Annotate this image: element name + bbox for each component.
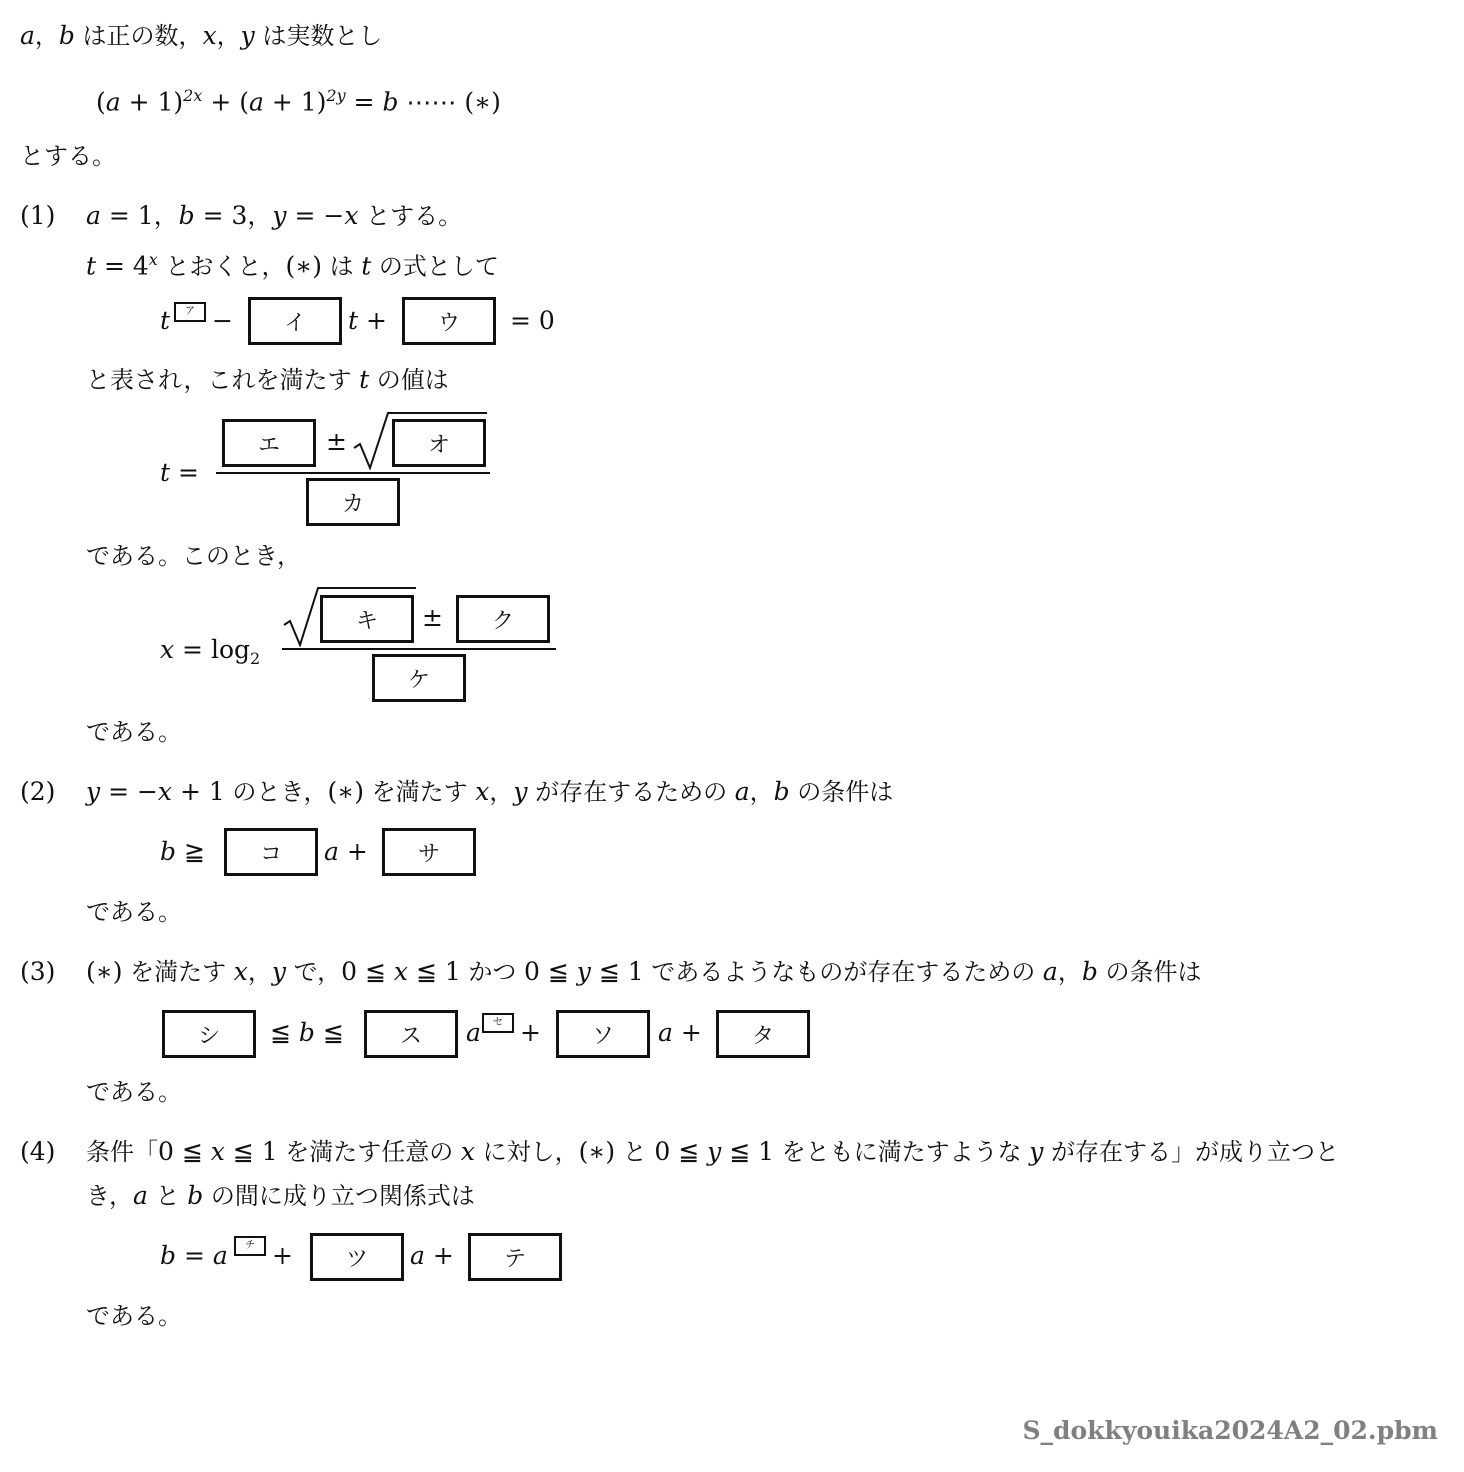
answer-box-so[interactable]: ソ <box>556 1010 650 1058</box>
problem-2-after: である。 <box>86 898 182 926</box>
answer-box-i[interactable]: イ <box>248 297 342 345</box>
problem-4-text-2: き，a と b の間に成り立つ関係式は <box>86 1181 475 1210</box>
p4-plus-1: + <box>272 1241 293 1270</box>
eq1-t: t <box>160 306 171 335</box>
answer-box-se[interactable]: セ <box>482 1013 514 1033</box>
answer-box-ka[interactable]: カ <box>306 478 400 526</box>
answer-box-ku[interactable]: ク <box>456 595 550 643</box>
p3-a-plus: a + <box>658 1018 702 1047</box>
answer-box-te[interactable]: テ <box>468 1233 562 1281</box>
problem-4-after: である。 <box>86 1302 182 1330</box>
answer-box-su[interactable]: ス <box>364 1010 458 1058</box>
intro-equation: $(a + 1)^{2x} + (a + 1)^{2y} = b$ ⋯⋯ (∗) <box>96 86 501 117</box>
p2-a-plus: a + <box>324 837 368 866</box>
problem-2-number: (2) <box>20 777 56 806</box>
problem-1-condition: a = 1，b = 3，y = −x とする。 <box>86 201 463 230</box>
problem-2-text: y = −x + 1 のとき，(∗) を満たす x，y が存在するための a，b の条件は <box>86 777 894 806</box>
problem-1-after-x: である。 <box>86 718 182 746</box>
problem-3-after: である。 <box>86 1078 182 1106</box>
p2-b-geq: b ≧ <box>160 837 205 866</box>
answer-box-tsu[interactable]: ツ <box>310 1233 404 1281</box>
answer-box-ko[interactable]: コ <box>224 828 318 876</box>
problem-1-after-t: である。このとき， <box>86 542 302 570</box>
fraction-bar-x <box>282 648 556 650</box>
problem-3-text: (∗) を満たす x，y で，0 ≦ x ≦ 1 かつ 0 ≦ y ≦ 1 であるようなものが存在するための a，b の条件は <box>86 957 1202 986</box>
x-plus-minus: ± <box>422 603 443 632</box>
p3-leq-b-leq: ≦ b ≦ <box>270 1018 344 1047</box>
p4-a-plus: a + <box>410 1241 454 1270</box>
file-name-label: S_dokkyouika2024A2_02.pbm <box>1022 1416 1438 1445</box>
problem-1-substitution: $t = 4^x$ とおくと，(∗) は t の式として <box>86 250 499 281</box>
answer-box-chi[interactable]: チ <box>234 1236 266 1256</box>
p4-b-equals-a: b = a <box>160 1241 228 1270</box>
problem-4-text-1: 条件「0 ≦ x ≦ 1 を満たす任意の x に対し，(∗) と 0 ≦ y ≦ 1 をともに満たすような y が存在する」が成り立つと <box>86 1137 1340 1166</box>
intro-line-3: とする。 <box>20 142 116 170</box>
problem-3-number: (3) <box>20 957 56 986</box>
intro-line-1: a，b は正の数，x，y は実数とし <box>20 21 383 50</box>
p3-plus-1: + <box>520 1018 541 1047</box>
answer-box-sa[interactable]: サ <box>382 828 476 876</box>
answer-box-o[interactable]: オ <box>392 419 486 467</box>
answer-box-shi[interactable]: シ <box>162 1010 256 1058</box>
answer-box-e[interactable]: エ <box>222 419 316 467</box>
t-equals: t = <box>160 458 199 487</box>
answer-box-u[interactable]: ウ <box>402 297 496 345</box>
x-equals-log: $x = \log_2$ <box>160 635 261 668</box>
eq1-t-plus: t + <box>348 306 387 335</box>
problem-1-after-equation: と表され，これを満たす t の値は <box>86 365 449 394</box>
eq1-equals-zero: = 0 <box>510 306 555 335</box>
t-plus-minus: ± <box>326 427 347 456</box>
answer-box-a[interactable]: ア <box>174 302 206 322</box>
fraction-bar-t <box>216 472 490 474</box>
answer-box-ki[interactable]: キ <box>320 595 414 643</box>
eq1-minus: − <box>212 306 233 335</box>
problem-1-number: (1) <box>20 201 56 230</box>
p3-a: a <box>466 1018 481 1047</box>
answer-box-ta[interactable]: タ <box>716 1010 810 1058</box>
answer-box-ke[interactable]: ケ <box>372 654 466 702</box>
problem-4-number: (4) <box>20 1137 56 1166</box>
